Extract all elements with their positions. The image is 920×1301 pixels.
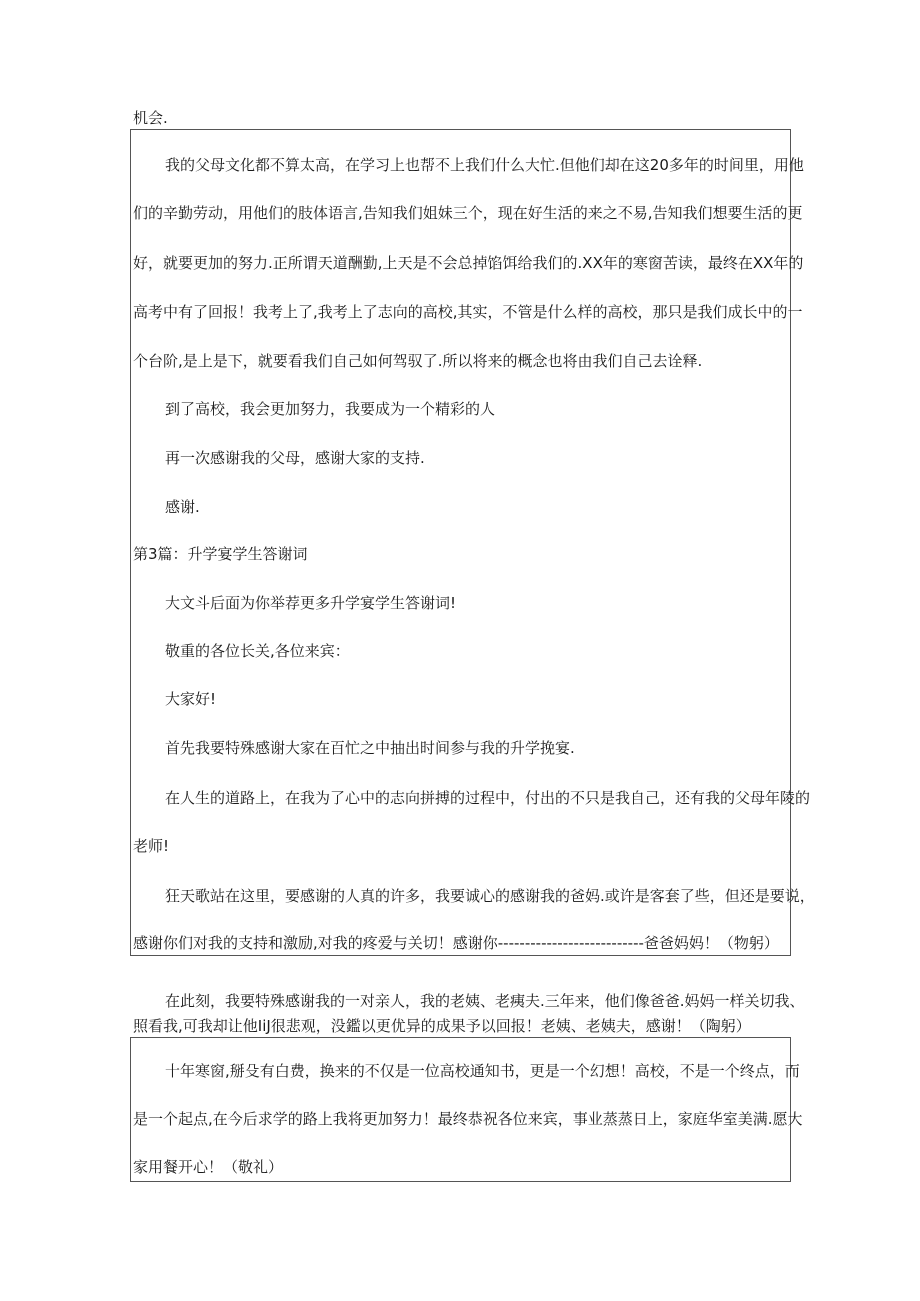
paragraph: 大文斗后面为你举荐更多升学宴学生答谢词!: [165, 594, 457, 612]
paragraph-line: 们的辛勤劳动，用他们的肢体语言,告知我们姐妹三个，现在好生活的来之不易,告知我们想要生活的更: [133, 204, 803, 222]
paragraph-line: 个台阶,是上是下，就要看我们自己如何驾驭了.所以将来的概念也将由我们自己去诠释.: [133, 352, 703, 370]
paragraph: 大家好!: [165, 690, 217, 708]
content-box-1: [130, 129, 815, 956]
paragraph: 再一次感谢我的父母，感谢大家的支持.: [165, 449, 425, 467]
paragraph: 到了高校，我会更加努力，我要成为一个精彩的人: [165, 400, 496, 418]
middle-paragraph-line: 在此刻，我要特殊感谢我的一对亲人，我的老姨、老痍夫.三年来，他们像爸爸.妈妈一样关切我、: [165, 992, 805, 1010]
content-box-2: [130, 1037, 803, 1182]
middle-paragraph-line: 照看我,可我却让他IiJ很悲观，没鑑以更优异的成果予以回报！老姨、老姨夫，感谢！（陶躬）: [133, 1017, 751, 1035]
paragraph-line: 狂天歌站在这里，要感谢的人真的许多，我要诚心的感谢我的爸妈.或许是客套了些，但还是要说，: [165, 887, 815, 905]
section-heading: 第3篇：升学宴学生答谢词: [133, 545, 308, 563]
paragraph-line: 十年寒窗,掰殳有白费，换来的不仅是一位高校通知书，更是一个幻想！高校，不是一个终点，而: [165, 1062, 800, 1080]
paragraph-line: 是一个起点,在今后求学的路上我将更加努力！最终恭祝各位来宾，事业蒸蒸日上，家庭华室美满.愿大: [133, 1110, 803, 1128]
paragraph-line: 高考中有了回报！我考上了,我考上了志向的高校,其实，不管是什么样的高校，那只是我们成长中的一: [133, 303, 803, 321]
paragraph-line: 老师!: [133, 837, 170, 855]
paragraph-line: 在人生的道路上，在我为了心中的志向拼搏的过程中，付出的不只是我自己，还有我的父母年陵的: [165, 789, 811, 807]
paragraph-line: 感谢你们对我的支持和激励,对我的疼爱与关切！感谢你---------------------------爸爸妈妈！（物躬）: [133, 934, 779, 952]
paragraph-line: 好，就要更加的努力.正所谓天道酬勤,上天是不会总掉馅饵给我们的.XX年的寒窗苦读，最终在XX年的: [133, 254, 804, 272]
paragraph: 首先我要特殊感谢大家在百忙之中抽出时间参与我的升学挽宴.: [165, 739, 575, 757]
paragraph: 敬重的各位长关,各位来宾：: [165, 642, 350, 660]
paragraph-line: 我的父母文化都不算太高，在学习上也帮不上我们什么大忙.但他们却在这20多年的时间里，用他: [165, 156, 804, 174]
top-text: 机会.: [133, 109, 168, 127]
paragraph: 感谢.: [165, 498, 200, 516]
paragraph-line: 家用餐开心！（敬礼）: [133, 1158, 284, 1176]
